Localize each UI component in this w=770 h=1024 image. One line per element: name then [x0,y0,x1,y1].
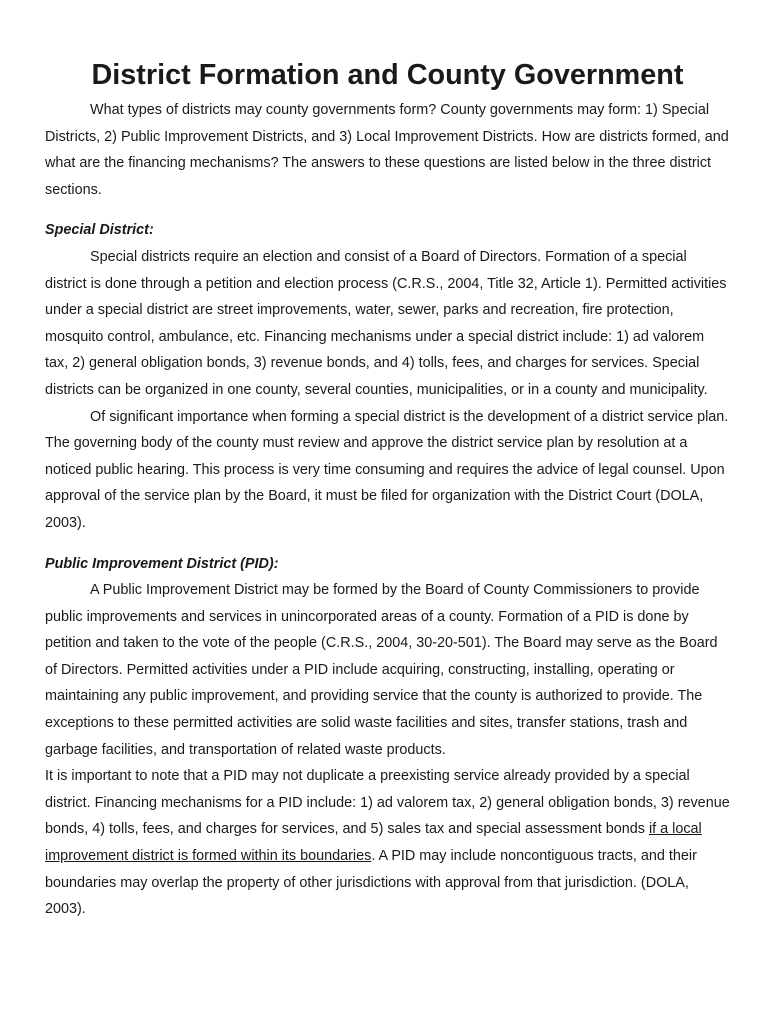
pid-paragraph-2 [45,763,730,923]
pid-paragraph-1: A Public Improvement District may be formed by the Board of County Commissioners to provide public improvements and services in unincorporated areas of a county. Formation of a PID is done by petition and taken to the vote of the people (C.R.S., 2004, 30-20-501). The Board may serve as the Board of Directors. Permitted activities under a PID include acquiring, constructing, installing, operating or maintaining any public improvement, and providing service that the county is authorized to provide. The exceptions to these permitted activities are solid waste facilities and sites, transfer stations, trash and garbage facilities, and transportation of related waste products. [45,582,718,758]
special-district-paragraph-2: Of significant importance when forming a special district is the development of a district service plan. The governing body of the county must review and approve the district service plan by resolution at a noticed public hearing. This process is very time consuming and requires the advice of legal counsel. Upon approval of the service plan by the Board, it must be filed for organization with the District Court (DOLA, 2003). [45,408,729,531]
intro-paragraph: What types of districts may county governments form? County governments may form: 1) Special Districts, 2) Public Improvement Districts, and 3) Local Improvement Districts. How are districts formed, and what are the financing mechanisms? The answers to these questions are listed below in the three district sections. [45,102,729,198]
special-district-heading: Special District: [45,222,154,239]
pid-paragraph-2-underlined-text: if a local improvement district is formed within its boundaries [45,821,702,865]
special-district-paragraph-1: Special districts require an election and consist of a Board of Directors. Formation of a special district is done through a petition and election process (C.R.S., 2004, Title 32, Article 1). Permitted activities under a special district are street improvements, water, sewer, parks and recreation, fire protection, mosquito control, ambulance, etc. Financing mechanisms under a special district include: 1) ad valorem tax, 2) general obligation bonds, 3) revenue bonds, and 4) tolls, fees, and charges for services. Special districts can be organized in one county, several counties, municipalities, or in a county and municipality. [45,248,727,398]
pid-paragraph-2-text-b: . A PID may include noncontiguous tracts, and their boundaries may overlap the property of other jurisdictions with approval from that jurisdiction. (DOLA, 2003). [45,848,697,918]
pid-paragraph-2-text-a: It is important to note that a PID may not duplicate a preexisting service already provided by a special district. Financing mechanisms for a PID include: 1) ad valorem tax, 2) general obligation bonds, 3) revenue bonds, 4) tolls, fees, and charges for services, and 5) sales tax and special assessment bonds [45,768,730,838]
document-page [45,59,730,923]
document-title: District Formation and County Government [91,59,684,91]
pid-heading: Public Improvement District (PID): [45,555,279,572]
